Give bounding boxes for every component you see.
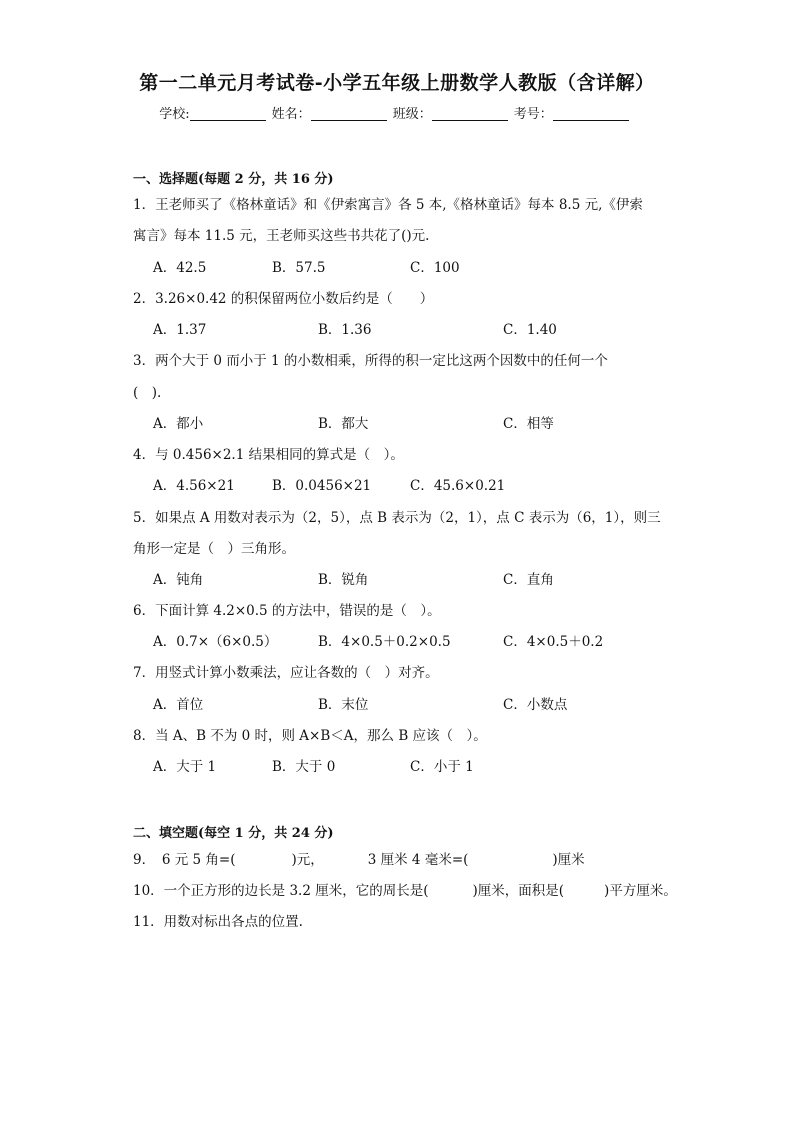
question-9-part-2-start: 3 厘米 4 毫米=( — [367, 852, 469, 868]
question-4-option-b: B．0.0456×21 — [272, 478, 372, 494]
question-7-line-1: 7．用竖式计算小数乘法，应让各数的（ ）对齐。 — [133, 665, 439, 681]
exam-no-blank — [553, 106, 629, 121]
question-5-option-a: A．钝角 — [153, 572, 204, 588]
question-8-line-1: 8．当 A、B 不为 0 时，则 A×B＜A，那么 B 应该（ ）。 — [133, 728, 487, 744]
question-4-option-c: C．45.6×0.21 — [410, 478, 506, 494]
question-7-option-b: B．末位 — [318, 697, 369, 713]
question-4-line-1: 4．与 0.456×2.1 结果相同的算式是（ ）。 — [133, 447, 404, 463]
question-2-option-c: C．1.40 — [503, 322, 557, 338]
question-11-line-1: 11．用数对标出各点的位置. — [133, 914, 303, 930]
question-5-line-2: 角形一定是（ ）三角形。 — [133, 541, 295, 557]
question-1-line-2: 寓言》每本 11.5 元，王老师买这些书共花了()元. — [133, 228, 430, 244]
name-label: 姓名： — [271, 107, 311, 122]
question-10-text-end: )平方厘米。 — [604, 883, 677, 899]
question-1-option-a: A．42.5 — [153, 260, 207, 276]
question-1-option-c: C．100 — [410, 260, 460, 276]
question-6-option-c: C．4×0.5＋0.2 — [503, 634, 604, 650]
student-info-row — [0, 103, 794, 122]
question-7-option-a: A．首位 — [153, 697, 204, 713]
question-8-option-a: A．大于 1 — [153, 759, 217, 775]
question-9-part-1-start: 9． 6 元 5 角=( — [133, 852, 236, 868]
question-6-option-a: A．0.7×（6×0.5） — [153, 634, 278, 650]
question-10-text-mid: )厘米，面积是( — [472, 883, 565, 899]
exam-no-label: 考号： — [513, 107, 553, 122]
question-5-option-c: C．直角 — [503, 572, 554, 588]
question-2-option-b: B．1.36 — [318, 322, 372, 338]
question-3-option-a: A．都小 — [153, 416, 204, 432]
question-3-line-2: ( ). — [133, 385, 162, 401]
question-3-line-1: 3．两个大于 0 而小于 1 的小数相乘，所得的积一定比这两个因数中的任何一个 — [133, 353, 608, 369]
question-2-line-1: 2．3.26×0.42 的积保留两位小数后约是（ ） — [133, 291, 434, 307]
question-9-part-1-end: )元， — [291, 852, 324, 868]
question-1-line-1: 1．王老师买了《格林童话》和《伊索寓言》各 5 本,《格林童话》每本 8.5 元,《伊索 — [133, 197, 643, 213]
question-9 — [133, 848, 585, 868]
page-title: 第一二单元月考试卷-小学五年级上册数学人教版（含详解） — [139, 72, 655, 94]
question-6-option-b: B．4×0.5＋0.2×0.5 — [318, 634, 451, 650]
school-label: 学校: — [159, 107, 190, 122]
question-10-text-start: 10．一个正方形的边长是 3.2 厘米，它的周长是( — [133, 883, 429, 899]
section-heading-choice: 一、选择题(每题 2 分，共 16 分) — [133, 172, 334, 187]
question-9-part-2-end: )厘米 — [552, 852, 585, 868]
question-10 — [133, 879, 677, 899]
class-label: 班级： — [392, 107, 432, 122]
question-4-option-a: A．4.56×21 — [153, 478, 235, 494]
section-heading-fill-in: 二、填空题(每空 1 分，共 24 分) — [133, 826, 334, 841]
class-blank — [432, 106, 508, 121]
school-blank — [190, 106, 266, 121]
name-blank — [311, 106, 387, 121]
question-5-option-b: B．锐角 — [318, 572, 369, 588]
question-3-option-c: C．相等 — [503, 416, 554, 432]
question-1-option-b: B．57.5 — [272, 260, 326, 276]
question-2-option-a: A．1.37 — [153, 322, 207, 338]
question-3-option-b: B．都大 — [318, 416, 369, 432]
question-6-line-1: 6．下面计算 4.2×0.5 的方法中，错误的是（ ）。 — [133, 603, 441, 619]
question-5-line-1: 5．如果点 A 用数对表示为（2，5），点 B 表示为（2，1），点 C 表示为（6，1），则三 — [133, 510, 661, 526]
question-8-option-c: C．小于 1 — [410, 759, 474, 775]
question-7-option-c: C．小数点 — [503, 697, 568, 713]
question-8-option-b: B．大于 0 — [272, 759, 336, 775]
